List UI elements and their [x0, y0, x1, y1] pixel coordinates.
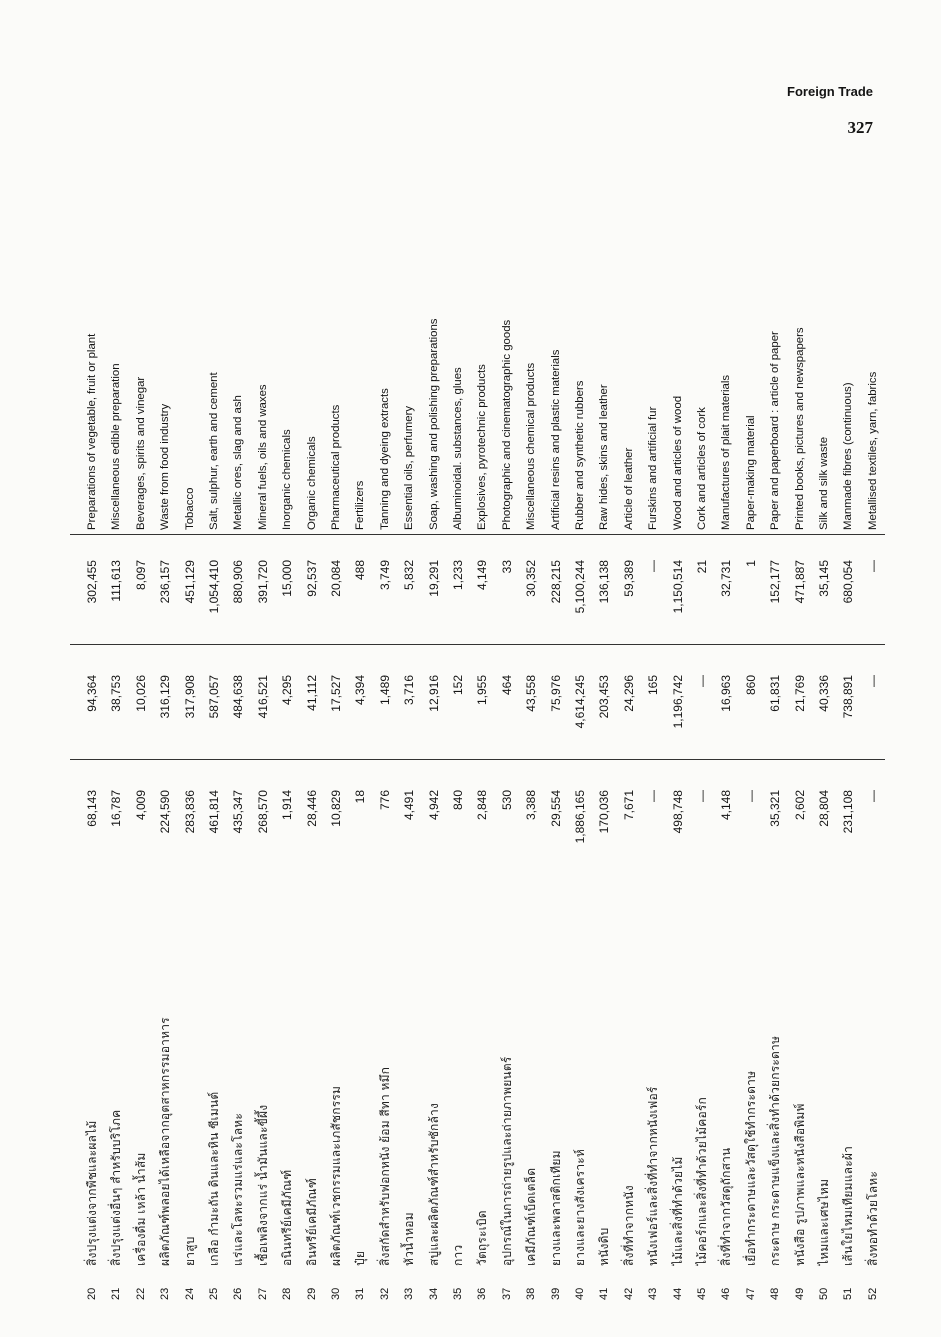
row-code: 33 — [403, 1287, 416, 1300]
row-english-description: Manufactures of plait materials — [720, 374, 733, 530]
row-value-2: 43,558 — [524, 675, 539, 712]
row-thai-description: กระดาษ กระดาษแข็งและสิ่งทำด้วยกระดาษ — [768, 1035, 783, 1266]
row-value-1: 18 — [353, 790, 368, 804]
table-row — [446, 220, 470, 1300]
row-thai-description: สิ่งที่ทำจากหนัง — [621, 1185, 636, 1266]
row-value-2: 10,026 — [133, 675, 148, 712]
row-value-1: 2,848 — [475, 790, 490, 821]
row-value-2: 3,716 — [402, 675, 417, 706]
row-value-2: 21,769 — [792, 675, 807, 712]
table-row — [373, 220, 397, 1300]
row-value-3: 30,352 — [524, 560, 539, 597]
row-code: 22 — [134, 1287, 147, 1300]
table-row — [251, 220, 275, 1300]
row-value-3: 680,054 — [841, 560, 856, 604]
row-value-1: 4,491 — [402, 790, 417, 821]
row-english-description: Raw hides, skins and leather — [598, 384, 611, 530]
row-thai-description: เคมีภัณฑ์เบ็ดเตล็ด — [524, 1167, 539, 1266]
row-thai-description: เยื่อทำกระดาษและวัสดุใช้ทำกระดาษ — [743, 1070, 758, 1266]
row-value-2: 416,521 — [255, 675, 270, 719]
row-english-description: Cork and articles of cork — [696, 407, 708, 530]
row-value-2: 4,394 — [353, 675, 368, 706]
row-value-1: 776 — [377, 790, 392, 811]
row-value-1: 461,814 — [207, 790, 221, 834]
row-value-3: 5,832 — [402, 560, 417, 591]
row-value-1: 498,748 — [670, 790, 685, 834]
row-thai-description: หนังสือ รูปภาพและหนังสือพิมพ์ — [792, 1103, 807, 1266]
row-thai-description: สิ่งปรุงแต่งจากพืชและผลไม้ — [85, 1120, 99, 1266]
row-value-2: 17,527 — [329, 675, 343, 712]
row-value-2: 152 — [451, 675, 465, 696]
table-row — [592, 220, 616, 1300]
row-value-3: 152,177 — [768, 560, 783, 604]
row-value-1: 170,036 — [597, 790, 612, 834]
row-english-description: Printed books, pictures and newspapers — [793, 327, 806, 530]
row-value-2: 316,129 — [158, 675, 173, 719]
row-value-3: 92,537 — [304, 560, 319, 597]
row-thai-description: หนังดิบ — [597, 1227, 612, 1266]
row-code: 29 — [305, 1287, 318, 1300]
row-value-3: 1 — [743, 560, 758, 567]
row-code: 51 — [842, 1287, 855, 1300]
table-row — [300, 220, 324, 1300]
table-row — [617, 220, 641, 1300]
row-thai-description: ยางและพลาสติกเทียม — [548, 1150, 563, 1266]
table-row — [80, 220, 104, 1300]
row-english-description: Preparations of vegetable, fruit or plant — [86, 333, 98, 530]
row-value-1: 4,942 — [426, 790, 441, 821]
table-row — [714, 220, 738, 1300]
row-english-description: Explosives, pyrotechnic products — [476, 364, 489, 530]
row-value-2: 203,453 — [597, 675, 612, 719]
table-row — [544, 220, 568, 1300]
row-thai-description: หัวน้ำหอม — [402, 1212, 417, 1266]
row-value-2: 16,963 — [719, 675, 734, 712]
row-value-1: 16,787 — [109, 790, 124, 827]
row-code: 31 — [354, 1287, 367, 1300]
row-value-2: 61,831 — [768, 675, 783, 712]
row-code: 30 — [330, 1287, 342, 1300]
row-english-description: Furskins and artificial fur — [647, 406, 660, 530]
page-number: 327 — [847, 118, 873, 137]
row-english-description: Artificial resins and plastic materials — [549, 349, 562, 530]
row-value-2: 24,296 — [621, 675, 636, 712]
row-value-2: 94,364 — [85, 675, 99, 712]
row-value-3: 236,157 — [158, 560, 173, 604]
table-row — [739, 220, 763, 1300]
row-thai-description: อินทรีย์เคมีภัณฑ์ — [304, 1177, 319, 1266]
row-value-1: 1,886,165 — [573, 790, 587, 844]
row-value-1: — — [695, 790, 709, 802]
row-code: 24 — [183, 1287, 196, 1300]
row-thai-description: กาว — [451, 1244, 465, 1266]
row-thai-description: สิ่งทอทำด้วยโลหะ — [865, 1170, 880, 1266]
row-value-1: 268,570 — [255, 790, 270, 834]
row-value-3: 471,887 — [792, 560, 807, 604]
row-english-description: Silk and silk waste — [818, 436, 830, 530]
row-value-2: 1,955 — [475, 675, 490, 706]
row-english-description: Article of leather — [622, 447, 635, 530]
row-thai-description: สบู่และผลิตภัณฑ์สำหรับซักล้าง — [426, 1102, 441, 1266]
table-row — [129, 220, 153, 1300]
table-row — [690, 220, 714, 1300]
row-value-3: 1,233 — [451, 560, 465, 591]
table-row — [178, 220, 202, 1300]
row-code: 38 — [525, 1287, 538, 1300]
table-row — [324, 220, 348, 1300]
table-row — [788, 220, 812, 1300]
row-value-2: 860 — [743, 675, 758, 696]
row-value-1: 28,446 — [304, 790, 319, 827]
row-english-description: Miscellaneous chemical products — [525, 362, 538, 530]
table-row — [275, 220, 299, 1300]
table-row — [397, 220, 421, 1300]
row-thai-description: สิ่งที่ทำจากวัสดุถักสาน — [719, 1147, 734, 1266]
row-code: 52 — [866, 1287, 879, 1300]
row-value-2: 484,638 — [231, 675, 246, 719]
row-code: 44 — [671, 1287, 684, 1300]
row-thai-description: เกลือ กำมะถัน ดินและหิน ซีเมนต์ — [207, 1091, 221, 1266]
row-english-description: Organic chemicals — [305, 436, 318, 530]
row-value-3: — — [865, 560, 880, 572]
row-value-1: 1,914 — [280, 790, 295, 821]
row-value-1: 4,148 — [719, 790, 734, 821]
row-english-description: Paper-making material — [744, 415, 757, 530]
row-code: 39 — [549, 1287, 562, 1300]
row-value-3: 59,389 — [621, 560, 636, 597]
table-row — [153, 220, 177, 1300]
row-value-1: 28,804 — [817, 790, 831, 827]
row-value-2: 587,057 — [207, 675, 221, 719]
table-row — [861, 220, 885, 1300]
table-row — [348, 220, 372, 1300]
row-value-2: 165 — [646, 675, 661, 696]
row-thai-description: ผลิตภัณฑ์พลอยได้เหลือจากอุตสาหกรรมอาหาร — [158, 1017, 173, 1266]
row-english-description: Essential oils, perfumery — [403, 405, 416, 530]
row-value-2: 1,489 — [377, 675, 392, 706]
row-value-3: 302,455 — [85, 560, 99, 604]
row-value-1: 35,321 — [768, 790, 783, 827]
row-thai-description: เชื้อเพลิงจากแร่ น้ำมันและขี้ผึ้ง — [255, 1104, 270, 1266]
row-value-1: — — [865, 790, 880, 802]
row-english-description: Waste from food industry — [159, 403, 172, 530]
row-english-description: Tobacco — [183, 487, 196, 530]
row-code: 26 — [232, 1287, 245, 1300]
table-row — [470, 220, 494, 1300]
row-code: 40 — [574, 1287, 586, 1300]
row-value-2: 41,112 — [304, 675, 319, 711]
row-value-1: 4,009 — [133, 790, 148, 821]
row-value-1: 29,554 — [548, 790, 563, 827]
row-value-1: 840 — [451, 790, 465, 811]
row-english-description: Paper and paperboard : article of paper — [769, 331, 782, 530]
row-value-3: 35,145 — [817, 560, 831, 597]
row-english-description: Salt, sulphur, earth and cement — [208, 372, 220, 530]
row-value-2: 38,753 — [109, 675, 124, 712]
row-value-1: 435,347 — [231, 790, 246, 834]
row-code: 45 — [696, 1287, 708, 1300]
row-value-3: 880,906 — [231, 560, 246, 604]
row-code: 49 — [793, 1287, 806, 1300]
table-row — [641, 220, 665, 1300]
row-value-3: 1,054,410 — [207, 560, 221, 614]
row-value-3: 8,097 — [133, 560, 148, 591]
row-thai-description: อนินทรีย์เคมีภัณฑ์ — [280, 1169, 295, 1266]
row-value-3: 136,138 — [597, 560, 612, 604]
row-value-3: 4,149 — [475, 560, 490, 591]
row-value-2: 738,891 — [841, 675, 856, 719]
row-value-2: — — [865, 675, 880, 687]
row-value-3: 451,129 — [182, 560, 197, 604]
table-row — [104, 220, 128, 1300]
table-row — [226, 220, 250, 1300]
running-header-title: Foreign Trade — [787, 84, 873, 99]
row-value-3: 391,720 — [255, 560, 270, 604]
row-code: 37 — [500, 1287, 513, 1300]
row-value-1: 231,108 — [841, 790, 856, 834]
row-value-1: 530 — [499, 790, 514, 811]
row-english-description: Photographic and cinematographic goods — [500, 319, 513, 530]
row-thai-description: ไม้คอร์กและสิ่งที่ทำด้วยไม้คอร์ก — [695, 1096, 709, 1266]
row-value-1: — — [646, 790, 661, 802]
row-value-2: — — [695, 675, 709, 687]
table-row — [812, 220, 836, 1300]
row-code: 28 — [281, 1287, 294, 1300]
row-code: 34 — [427, 1287, 440, 1300]
row-english-description: Inorganic chemicals — [281, 429, 294, 530]
row-value-2: 1,196,742 — [670, 675, 685, 729]
row-code: 46 — [720, 1287, 733, 1300]
row-english-description: Wood and articles of wood — [671, 395, 684, 530]
row-thai-description: หนังเฟอร์และสิ่งที่ทำจากหนังเฟอร์ — [646, 1086, 661, 1266]
row-value-1: 283,836 — [182, 790, 197, 834]
trade-table — [70, 220, 885, 1300]
row-value-3: 15,000 — [280, 560, 295, 597]
row-code: 35 — [452, 1287, 464, 1300]
row-thai-description: ยางและยางสังเคราะห์ — [573, 1148, 587, 1266]
row-english-description: Pharmaceutical products — [330, 404, 342, 530]
table-row — [495, 220, 519, 1300]
row-value-1: 68,143 — [85, 790, 99, 827]
row-value-2: 317,908 — [182, 675, 197, 719]
row-english-description: Miscellaneous edible preparation — [110, 363, 123, 530]
row-value-1: 7,671 — [621, 790, 636, 821]
row-value-3: — — [646, 560, 661, 572]
row-english-description: Metallised textiles, yarn, fabrics — [866, 371, 879, 530]
row-thai-description: ไม้และสิ่งที่ทำด้วยไม้ — [670, 1156, 685, 1266]
row-thai-description: อุปกรณ์ในการถ่ายรูปและถ่ายภาพยนตร์ — [499, 1056, 514, 1266]
row-value-1: 2,602 — [792, 790, 807, 821]
row-thai-description: เครื่องดื่ม เหล้า น้ำส้ม — [133, 1152, 148, 1266]
row-value-2: 4,614,245 — [573, 675, 587, 729]
row-value-3: 19,291 — [426, 560, 441, 597]
row-value-3: 111,613 — [109, 560, 124, 602]
row-code: 36 — [476, 1287, 489, 1300]
row-english-description: Mineral fuels, oils and waxes — [256, 384, 269, 530]
row-thai-description: วัตถุระเบิด — [475, 1210, 490, 1266]
row-thai-description: ไหมและเศษไหม — [817, 1178, 831, 1266]
row-thai-description: ผลิตภัณฑ์เวชกรรมและเภสัชกรรม — [329, 1085, 343, 1266]
row-code: 23 — [159, 1287, 172, 1300]
row-thai-description: สิ่งสกัดสำหรับฟอกหนัง ย้อม สีทา หมึก — [377, 1066, 392, 1266]
table-row — [519, 220, 543, 1300]
row-value-2: 464 — [499, 675, 514, 696]
row-value-2: 12,916 — [426, 675, 441, 712]
row-english-description: Beverages, spirits and vinegar — [134, 376, 147, 530]
row-value-3: 32,731 — [719, 560, 734, 597]
row-english-description: Tanning and dyeing extracts — [378, 388, 391, 530]
row-english-description: Soap, washing and polishing preparations — [427, 318, 440, 530]
row-english-description: Metallic ores, slag and ash — [232, 395, 245, 530]
row-value-3: 1,150,514 — [670, 560, 685, 614]
row-thai-description: เส้นใยไหมเทียมและผ้า — [841, 1145, 856, 1266]
row-english-description: Fertilizers — [354, 480, 367, 530]
row-code: 43 — [647, 1287, 660, 1300]
row-code: 21 — [110, 1287, 123, 1300]
row-value-2: 75,976 — [548, 675, 563, 712]
row-thai-description: สิ่งปรุงแต่งอื่นๆ สำหรับบริโภค — [109, 1109, 124, 1266]
row-value-2: 4,295 — [280, 675, 295, 706]
row-code: 41 — [598, 1287, 611, 1300]
row-value-1: 10,829 — [329, 790, 343, 827]
row-value-3: 33 — [499, 560, 514, 574]
row-code: 25 — [208, 1287, 220, 1300]
row-english-description: Albuminoidal. substances, glues — [452, 367, 464, 530]
row-code: 50 — [818, 1287, 830, 1300]
row-value-1: 224,590 — [158, 790, 173, 834]
row-value-3: 21 — [695, 560, 709, 574]
row-code: 48 — [769, 1287, 782, 1300]
row-value-3: 20,084 — [329, 560, 343, 597]
row-value-1: 3,388 — [524, 790, 539, 821]
row-code: 47 — [744, 1287, 757, 1300]
row-code: 20 — [86, 1287, 98, 1300]
row-thai-description: ยาสูบ — [182, 1236, 197, 1266]
row-code: 27 — [256, 1287, 269, 1300]
row-value-3: 228,215 — [548, 560, 563, 604]
row-value-3: 5,100,244 — [573, 560, 587, 614]
table-row — [666, 220, 690, 1300]
row-english-description: Rubber and synthetic rubbers — [574, 380, 586, 530]
row-value-3: 3,749 — [377, 560, 392, 591]
row-code: 32 — [378, 1287, 391, 1300]
table-row — [836, 220, 860, 1300]
row-english-description: Manmade fibres (continuous) — [842, 382, 855, 530]
table-row — [202, 220, 226, 1300]
table-row — [568, 220, 592, 1300]
table-row — [422, 220, 446, 1300]
table-row — [763, 220, 787, 1300]
row-thai-description: แร่และโลหะรวมแร่และโลหะ — [231, 1112, 246, 1266]
row-value-2: 40,336 — [817, 675, 831, 712]
row-thai-description: ปุ๋ย — [353, 1250, 368, 1266]
row-value-3: 488 — [353, 560, 368, 581]
row-value-1: — — [743, 790, 758, 802]
row-code: 42 — [622, 1287, 635, 1300]
